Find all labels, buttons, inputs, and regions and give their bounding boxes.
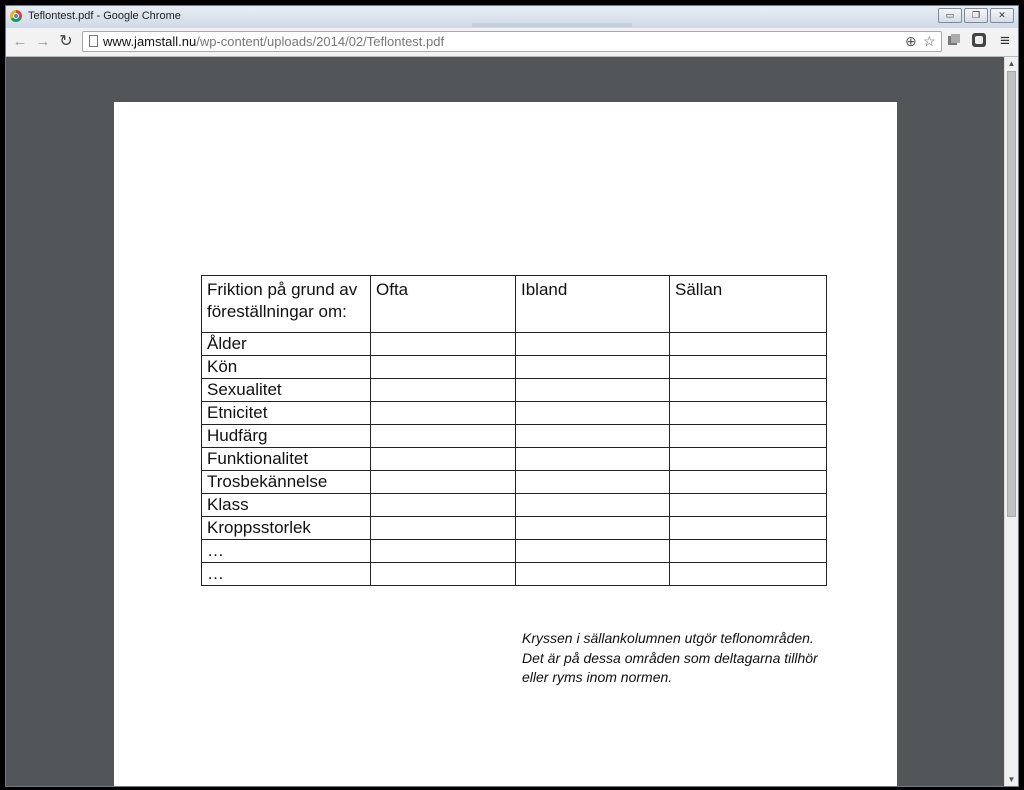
row-label: Klass xyxy=(202,494,371,517)
page-icon xyxy=(89,35,98,47)
row-label: Hudfärg xyxy=(202,425,371,448)
pdf-page xyxy=(114,102,897,786)
note-line: Kryssen i sällankolumnen utgör teflonområden. xyxy=(522,630,814,646)
answer-cell[interactable] xyxy=(516,333,670,356)
answer-cell[interactable] xyxy=(371,333,516,356)
row-label: Etnicitet xyxy=(202,402,371,425)
restore-button[interactable]: ❐ xyxy=(964,8,988,23)
table-row xyxy=(202,563,827,586)
browser-toolbar xyxy=(6,28,1018,57)
answer-cell[interactable] xyxy=(670,494,827,517)
header-line: Friktion på grund av xyxy=(207,280,358,299)
answer-cell[interactable] xyxy=(516,379,670,402)
row-label: Trosbekännelse xyxy=(202,471,371,494)
scroll-down-icon[interactable]: ▼ xyxy=(1007,775,1016,784)
url-path: /wp-content/uploads/2014/02/Teflontest.pdf xyxy=(196,34,445,49)
answer-cell[interactable] xyxy=(670,379,827,402)
answer-cell[interactable] xyxy=(670,425,827,448)
answer-cell[interactable] xyxy=(670,563,827,586)
table-row xyxy=(202,517,827,540)
header-cell xyxy=(202,276,371,333)
table-row xyxy=(202,333,827,356)
table-row xyxy=(202,356,827,379)
note-line: eller ryms inom normen. xyxy=(522,669,673,685)
note-line: Det är på dessa områden som deltagarna tillhör xyxy=(522,649,818,666)
vertical-scrollbar[interactable] xyxy=(1004,57,1018,786)
answer-cell[interactable] xyxy=(371,540,516,563)
row-label: Kön xyxy=(202,356,371,379)
url-host: www.jamstall.nu xyxy=(103,34,197,49)
answer-cell[interactable] xyxy=(371,471,516,494)
answer-cell[interactable] xyxy=(516,494,670,517)
address-bar[interactable] xyxy=(82,31,942,52)
answer-cell[interactable] xyxy=(371,517,516,540)
window-controls xyxy=(938,8,1014,23)
answer-cell[interactable] xyxy=(516,425,670,448)
row-label: … xyxy=(202,563,371,586)
table-row xyxy=(202,471,827,494)
answer-cell[interactable] xyxy=(516,471,670,494)
friction-table xyxy=(201,275,827,586)
answer-cell[interactable] xyxy=(670,540,827,563)
answer-cell[interactable] xyxy=(371,563,516,586)
answer-cell[interactable] xyxy=(670,448,827,471)
browser-window xyxy=(5,5,1019,787)
answer-cell[interactable] xyxy=(516,517,670,540)
tab-edge xyxy=(472,23,632,27)
scroll-thumb[interactable] xyxy=(1007,71,1016,517)
extension-icon[interactable] xyxy=(946,33,962,49)
answer-cell[interactable] xyxy=(516,402,670,425)
table-header-row xyxy=(202,276,827,333)
header-line: föreställningar om: xyxy=(207,302,347,321)
title-bar xyxy=(6,6,1018,28)
back-arrow-icon[interactable]: ← xyxy=(12,33,28,50)
answer-cell[interactable] xyxy=(371,494,516,517)
header-cell: Ofta xyxy=(371,276,516,333)
answer-cell[interactable] xyxy=(516,356,670,379)
table-row xyxy=(202,494,827,517)
answer-cell[interactable] xyxy=(670,333,827,356)
answer-cell[interactable] xyxy=(670,517,827,540)
answer-cell[interactable] xyxy=(516,563,670,586)
forward-arrow-icon[interactable]: → xyxy=(35,33,51,50)
answer-cell[interactable] xyxy=(371,356,516,379)
table-note xyxy=(522,629,852,688)
close-button[interactable]: ✕ xyxy=(990,8,1014,23)
table-row xyxy=(202,402,827,425)
row-label: Funktionalitet xyxy=(202,448,371,471)
reload-icon[interactable]: ↻ xyxy=(59,33,73,50)
row-label: … xyxy=(202,540,371,563)
answer-cell[interactable] xyxy=(371,379,516,402)
minimize-button[interactable]: ▭ xyxy=(938,8,962,23)
header-cell: Ibland xyxy=(516,276,670,333)
table-row xyxy=(202,379,827,402)
zoom-icon[interactable]: ⊕ xyxy=(905,33,917,49)
row-label: Ålder xyxy=(202,333,371,356)
menu-icon[interactable]: ≡ xyxy=(1000,31,1010,50)
table-row xyxy=(202,448,827,471)
header-cell: Sällan xyxy=(670,276,827,333)
table-row xyxy=(202,425,827,448)
row-label: Sexualitet xyxy=(202,379,371,402)
answer-cell[interactable] xyxy=(670,402,827,425)
answer-cell[interactable] xyxy=(516,448,670,471)
answer-cell[interactable] xyxy=(371,402,516,425)
table-row xyxy=(202,540,827,563)
row-label: Kroppsstorlek xyxy=(202,517,371,540)
answer-cell[interactable] xyxy=(516,540,670,563)
extension-icon[interactable] xyxy=(971,33,987,49)
window-title: Teflontest.pdf - Google Chrome xyxy=(28,10,181,22)
scroll-up-icon[interactable]: ▲ xyxy=(1007,59,1016,68)
bookmark-star-icon[interactable]: ☆ xyxy=(923,33,936,49)
pdf-viewer[interactable] xyxy=(6,57,1004,786)
chrome-logo-icon xyxy=(10,10,22,22)
answer-cell[interactable] xyxy=(371,448,516,471)
answer-cell[interactable] xyxy=(371,425,516,448)
answer-cell[interactable] xyxy=(670,471,827,494)
answer-cell[interactable] xyxy=(670,356,827,379)
url-text[interactable] xyxy=(103,34,444,49)
